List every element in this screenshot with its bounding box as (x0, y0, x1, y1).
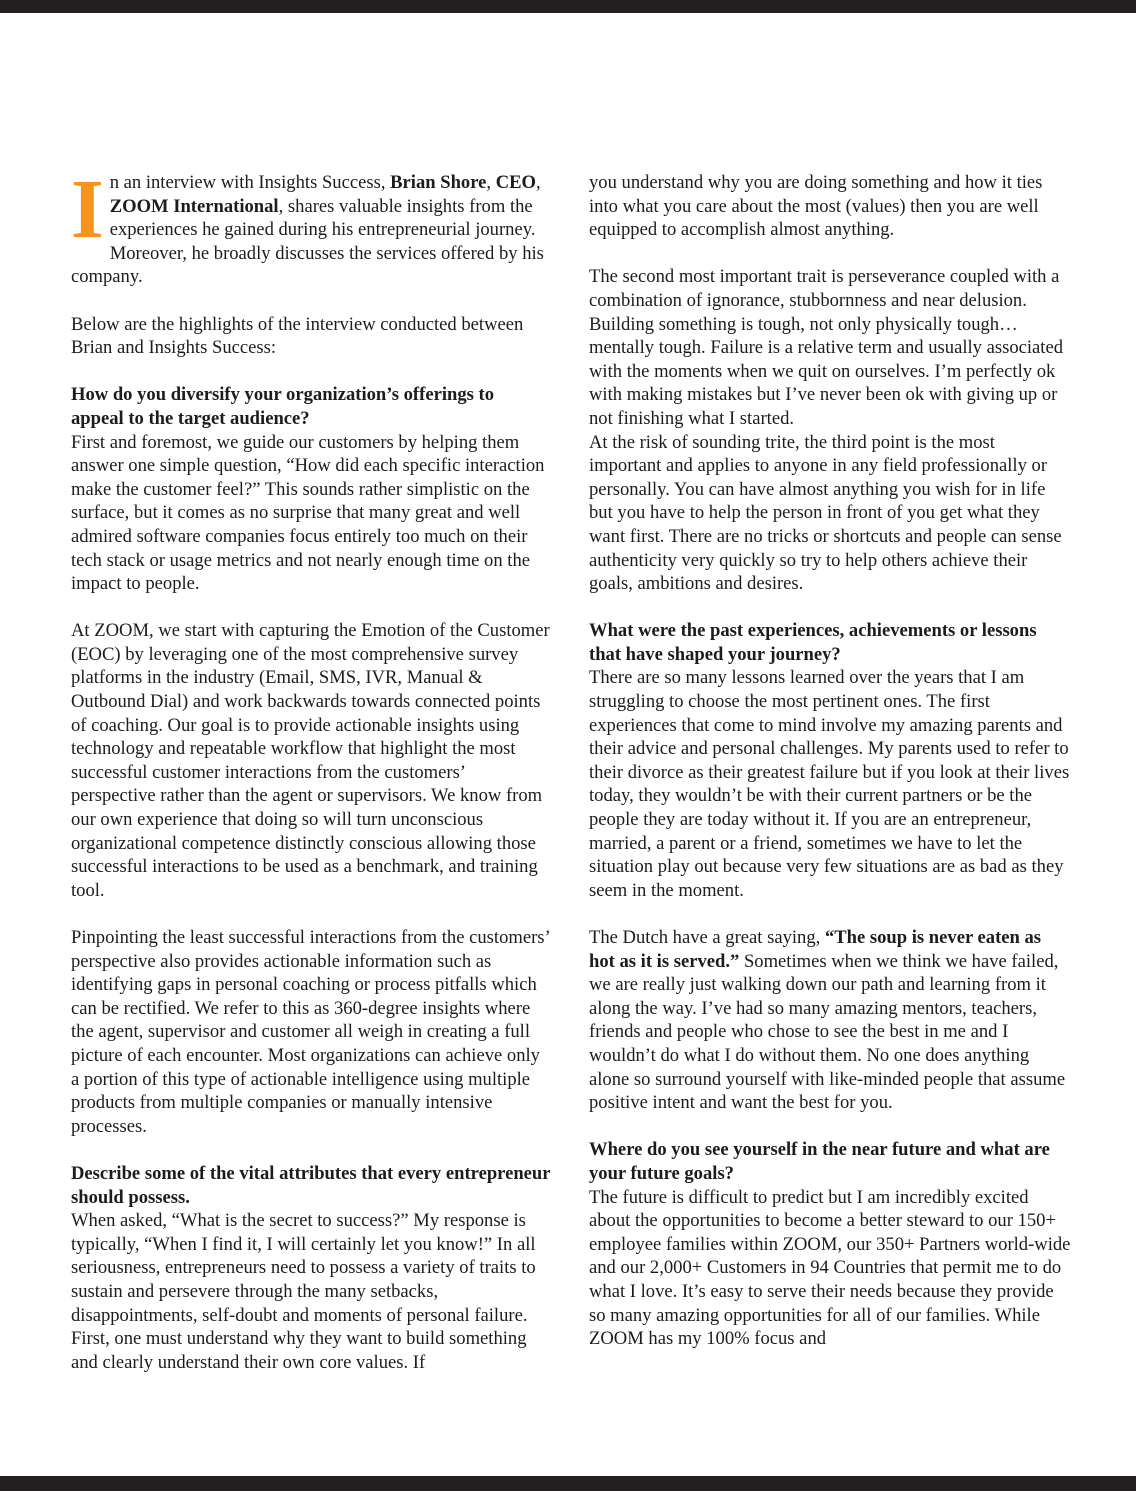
interviewee-name: Brian Shore (390, 172, 487, 193)
company-name: ZOOM International (109, 195, 279, 217)
answer-1-paragraph-1: First and foremost, we guide our customers by helping them answer one simple question, “How did each specific interaction make the customer feel?” This sounds rather simplistic on the surface, but it comes as no surprise that many great and well admired software companies focus entirely too much on their tech stack or usage metrics and not nearly enough time on the impact to people. (71, 431, 545, 595)
bottom-band (0, 1476, 1136, 1491)
answer-4-paragraph-1: The future is difficult to predict but I am incredibly excited about the opportunities to become a better steward to our 150+ employee families within ZOOM, our 350+ Partners world-wide and our 2,000+ Customers in 94 Countries that permit me to do what I love. It’s easy to serve their needs because they provide so many amazing opportunities for all of our families. While ZOOM has my 100% focus and (589, 1186, 1071, 1350)
top-band (0, 0, 1136, 13)
intro-text-4: , shares valuable insights from the experiences he gained during his entrepreneurial journey. Moreover, he broadly discusses the services offered by his company. (71, 195, 544, 288)
question-1: How do you diversify your organization’s offerings to appeal to the target audience? (71, 384, 494, 429)
answer-3-paragraph-1: There are so many lessons learned over the years that I am struggling to choose the most pertinent ones. The first experiences that come to mind involve my amazing parents and their advice and personal challenges. My parents used to refer to their divorce as their greatest failure but if you look at their lives today, they wouldn’t be with their current partners or be the people they are today without it. If you are an entrepreneur, married, a parent or a friend, sometimes we have to let the situation play out because very few situations are as bad as they seem in the moment. (589, 667, 1070, 901)
right-column (589, 171, 1071, 1351)
answer-3-rest: Sometimes when we think we have failed, we are really just walking down our path and learning from it along the way. I’ve had so many amazing mentors, teachers, friends and people who chose to see the best in me and I wouldn’t do what I do without them. No one does anything alone so surround yourself with like-minded people that assume positive intent and want the best for you. (589, 950, 1066, 1114)
answer-3-paragraph-2 (589, 926, 1071, 1115)
answer-1-paragraph-3: Pinpointing the least successful interactions from the customers’ perspective also provides actionable information such as identifying gaps in personal coaching or process pitfalls which can be rectified. We refer to this as 360-degree insights where the agent, supervisor and customer all weigh in creating a full picture of each encounter. Most organizations can achieve only a portion of this type of actionable intelligence using multiple products from multiple companies or manually intensive processes. (71, 927, 550, 1137)
answer-2-paragraph-1-continued: you understand why you are doing something and how it ties into what you care about the most (values) then you are well equipped to accomplish almost anything. (589, 172, 1043, 241)
intro-text-3: , (535, 172, 541, 193)
intro-text-2: , (486, 172, 496, 193)
left-column (71, 163, 551, 1374)
dutch-saying-quote: “The soup is never eaten as hot as it is served.” (589, 927, 1042, 972)
interviewee-title: CEO (495, 172, 536, 193)
answer-2-paragraph-2: The second most important trait is perseverance coupled with a combination of ignorance, stubbornness and near delusion. Building something is tough, not only physically tough… mentally tough. Failure is a relative term and usually associated with the moments when we quit on ourselves. I’m perfectly ok with making mistakes but I’ve never been ok with giving up or not finishing what I started. (589, 266, 1064, 429)
answer-1-paragraph-2: At ZOOM, we start with capturing the Emotion of the Customer (EOC) by leveraging one of the most comprehensive survey platforms in the industry (Email, SMS, IVR, Manual & Outbound Dial) and work backwards towards connected points of coaching. Our goal is to provide actionable insights using technology and repeatable workflow that highlight the most successful customer interactions from the customers’ perspective rather than the agent or supervisors. We know from our own experience that doing so will turn unconscious organizational competence distinctly conscious allowing those successful interactions to be used as a benchmark, and training tool. (71, 620, 550, 901)
intro-text-1: n an interview with Insights Success, (109, 172, 391, 193)
question-2: Describe some of the vital attributes that every entrepreneur should possess. (71, 1162, 551, 1208)
highlights-paragraph: Below are the highlights of the interview conducted between Brian and Insights Success: (71, 313, 524, 359)
answer-2-paragraph-1: When asked, “What is the secret to success?” My response is typically, “When I find it, I will certainly let you know!” In all seriousness, entrepreneurs need to possess a variety of traits to sustain and persevere through the many setbacks, disappointments, self-doubt and moments of personal failure. First, one must understand why they want to build something and clearly understand their own core values. If (71, 1210, 536, 1373)
intro-paragraph (71, 163, 551, 289)
drop-cap: I (71, 163, 104, 256)
question-3: What were the past experiences, achievements or lessons that have shaped your journey? (589, 620, 1037, 665)
question-4: Where do you see yourself in the near future and what are your future goals? (589, 1139, 1050, 1184)
answer-3-lead: The Dutch have a great saying, (589, 927, 825, 948)
answer-2-paragraph-3: At the risk of sounding trite, the third point is the most important and applies to anyone in any field professionally or personally. You can have almost anything you wish for in life but you have to help the person in front of you get what they want first. There are no tricks or shortcuts and people can sense authenticity very quickly so try to help others achieve their goals, ambitions and desires. (589, 431, 1062, 595)
